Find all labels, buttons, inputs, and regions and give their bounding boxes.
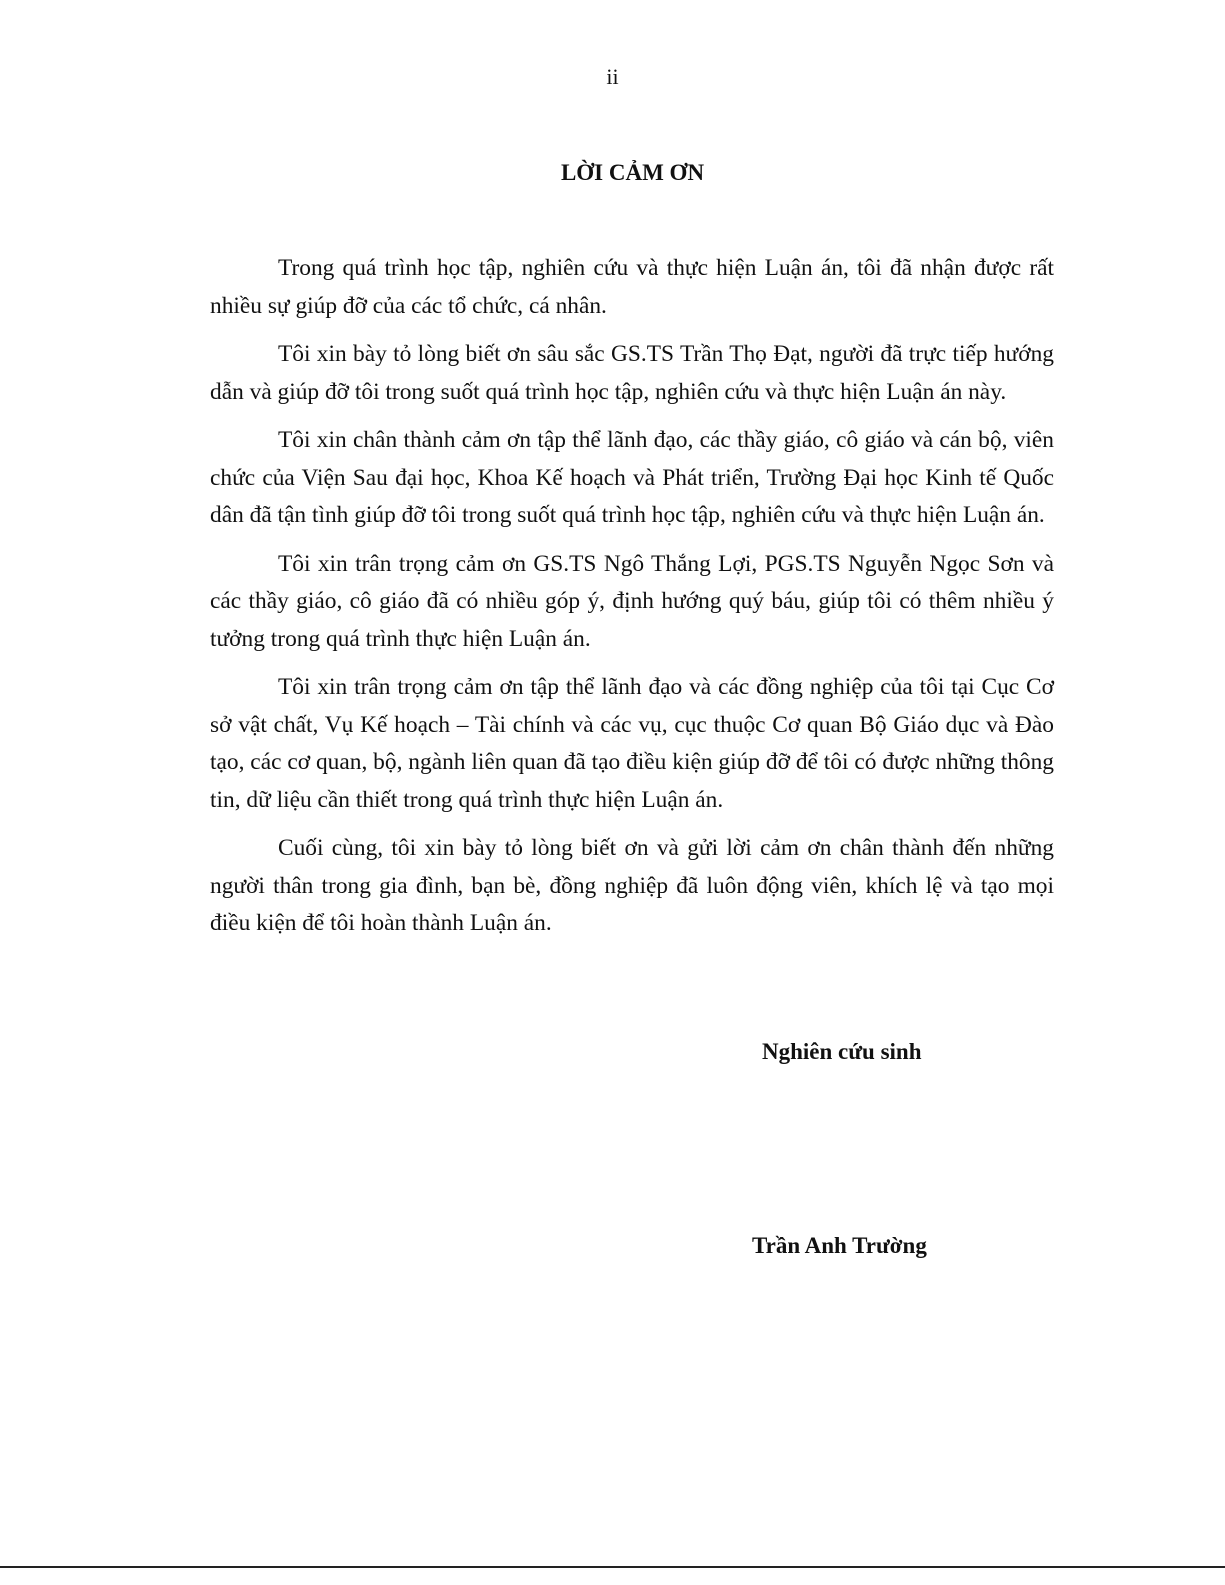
signer-role: Nghiên cứu sinh [762,1039,922,1064]
paragraph-5: Tôi xin trân trọng cảm ơn tập thể lãnh đạo và các đồng nghiệp của tôi tại Cục Cơ sở vật chất, Vụ Kế hoạch – Tài chính và các vụ, cục thuộc Cơ quan Bộ Giáo dục và Đào tạo, các cơ quan, bộ, ngành liên quan đã tạo điều kiện giúp đỡ để tôi có được những thông tin, dữ liệu cần thiết trong quá trình thực hiện Luận án. [210,674,1054,813]
paragraph-6: Cuối cùng, tôi xin bày tỏ lòng biết ơn và gửi lời cảm ơn chân thành đến những người thân trong gia đình, bạn bè, đồng nghiệp đã luôn động viên, khích lệ và tạo mọi điều kiện để tôi hoàn thành Luận án. [210,835,1054,936]
page-bottom-rule [0,1566,1225,1568]
paragraph-4: Tôi xin trân trọng cảm ơn GS.TS Ngô Thắng Lợi, PGS.TS Nguyễn Ngọc Sơn và các thầy giáo, cô giáo đã có nhiều góp ý, định hướng quý báu, giúp tôi có thêm nhiều ý tưởng trong quá trình thực hiện Luận án. [210,550,1054,652]
paragraph-1: Trong quá trình học tập, nghiên cứu và thực hiện Luận án, tôi đã nhận được rất nhiều sự giúp đỡ của các tổ chức, cá nhân. [210,255,1054,319]
signer-name: Trần Anh Trường [752,1233,927,1258]
page-number: ii [606,64,619,89]
paragraph-3: Tôi xin chân thành cảm ơn tập thể lãnh đạo, các thầy giáo, cô giáo và cán bộ, viên chức của Viện Sau đại học, Khoa Kế hoạch và Phát triển, Trường Đại học Kinh tế Quốc dân đã tận tình giúp đỡ tôi trong suốt quá trình học tập, nghiên cứu và thực hiện Luận án. [210,427,1054,528]
acknowledgement-body [210,250,1054,954]
page-title: LỜI CẢM ƠN [560,160,705,185]
paragraph-2: Tôi xin bày tỏ lòng biết ơn sâu sắc GS.TS Trần Thọ Đạt, người đã trực tiếp hướng dẫn và giúp đỡ tôi trong suốt quá trình học tập, nghiên cứu và thực hiện Luận án này. [210,341,1054,405]
